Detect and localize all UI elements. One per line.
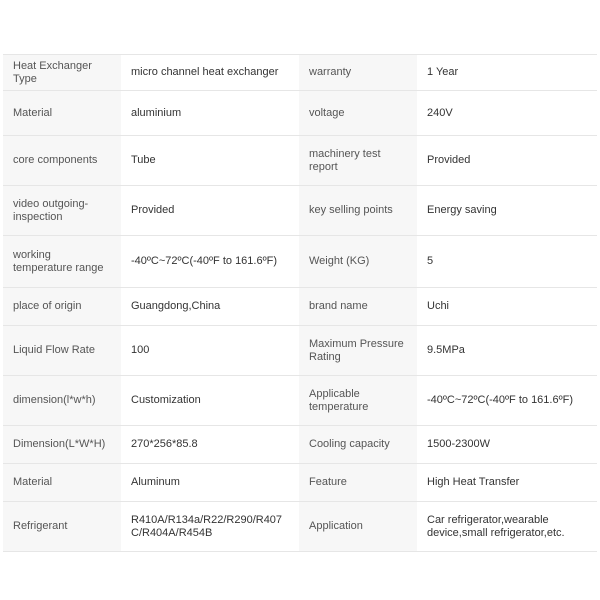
- spec-row: [3, 426, 597, 464]
- spec-value: Provided: [417, 136, 597, 186]
- spec-label: brand name: [299, 288, 417, 326]
- spec-value: -40ºC~72ºC(-40ºF to 161.6ºF): [417, 376, 597, 426]
- spec-value: -40ºC~72ºC(-40ºF to 161.6ºF): [121, 236, 299, 288]
- spec-row: [3, 326, 597, 376]
- spec-row: [3, 502, 597, 552]
- spec-value: 5: [417, 236, 597, 288]
- spec-label: Cooling capacity: [299, 426, 417, 464]
- spec-value: 1500-2300W: [417, 426, 597, 464]
- spec-value: Uchi: [417, 288, 597, 326]
- spec-label: Liquid Flow Rate: [3, 326, 121, 376]
- spec-value: 270*256*85.8: [121, 426, 299, 464]
- spec-value: 1 Year: [417, 55, 597, 91]
- spec-row: [3, 464, 597, 502]
- spec-row: [3, 186, 597, 236]
- spec-label: Material: [3, 464, 121, 502]
- spec-value: Tube: [121, 136, 299, 186]
- spec-value: aluminium: [121, 91, 299, 136]
- spec-row: [3, 136, 597, 186]
- spec-label: place of origin: [3, 288, 121, 326]
- spec-label: dimension(l*w*h): [3, 376, 121, 426]
- spec-label: Feature: [299, 464, 417, 502]
- spec-value: Guangdong,China: [121, 288, 299, 326]
- spec-row: [3, 236, 597, 288]
- spec-label: machinery test report: [299, 136, 417, 186]
- spec-value: 240V: [417, 91, 597, 136]
- spec-value: Customization: [121, 376, 299, 426]
- spec-value: micro channel heat exchanger: [121, 55, 299, 91]
- spec-value: Provided: [121, 186, 299, 236]
- spec-label: Refrigerant: [3, 502, 121, 552]
- spec-label: Heat Exchanger Type: [3, 55, 121, 91]
- spec-value: 100: [121, 326, 299, 376]
- specifications-table: [3, 54, 597, 552]
- spec-label: working temperature range: [3, 236, 121, 288]
- spec-value: 9.5MPa: [417, 326, 597, 376]
- spec-label: core components: [3, 136, 121, 186]
- spec-label: video outgoing-inspection: [3, 186, 121, 236]
- spec-row: [3, 376, 597, 426]
- spec-label: Applicable temperature: [299, 376, 417, 426]
- spec-label: Weight (KG): [299, 236, 417, 288]
- spec-label: voltage: [299, 91, 417, 136]
- spec-label: Maximum Pressure Rating: [299, 326, 417, 376]
- specifications-body: [3, 55, 597, 552]
- spec-label: Dimension(L*W*H): [3, 426, 121, 464]
- spec-label: warranty: [299, 55, 417, 91]
- spec-row: [3, 91, 597, 136]
- spec-label: key selling points: [299, 186, 417, 236]
- spec-label: Application: [299, 502, 417, 552]
- spec-value: Aluminum: [121, 464, 299, 502]
- spec-value: Energy saving: [417, 186, 597, 236]
- spec-value: Car refrigerator,wearable device,small refrigerator,etc.: [417, 502, 597, 552]
- spec-row: [3, 288, 597, 326]
- spec-label: Material: [3, 91, 121, 136]
- spec-value: R410A/R134a/R22/R290/R407C/R404A/R454B: [121, 502, 299, 552]
- spec-value: High Heat Transfer: [417, 464, 597, 502]
- spec-row: [3, 55, 597, 91]
